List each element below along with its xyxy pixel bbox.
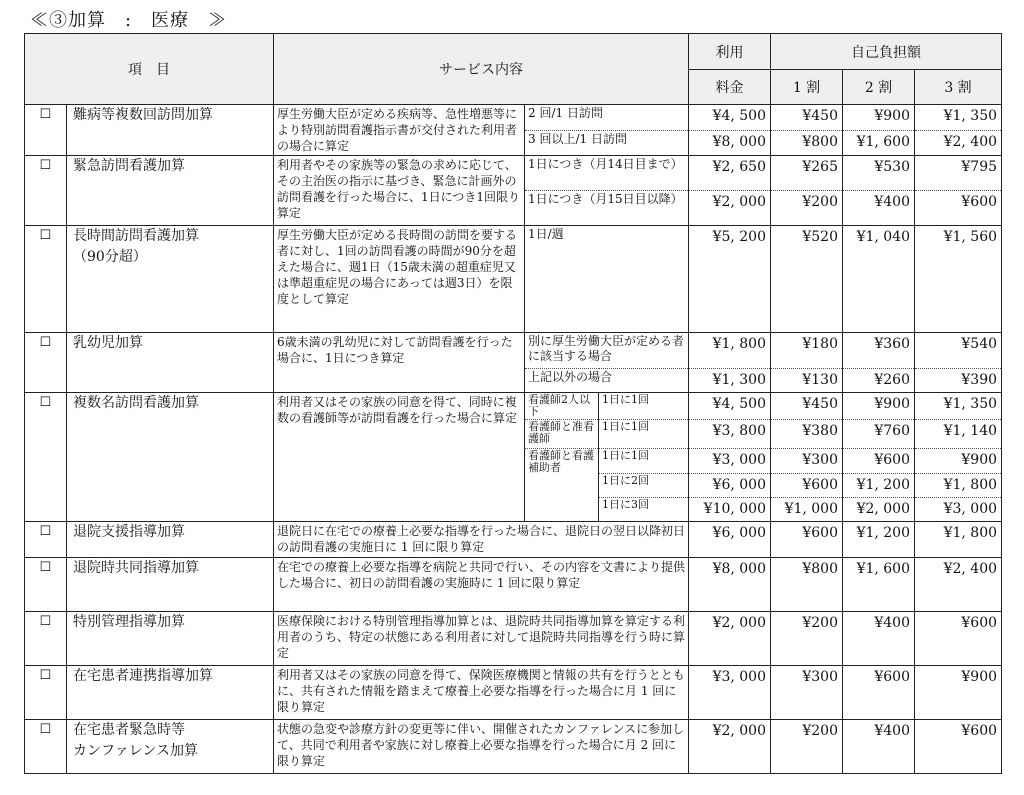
row-checkbox[interactable]: ☐ bbox=[25, 156, 67, 226]
rate2-cell: ¥400 bbox=[843, 612, 915, 666]
fee-cell: ¥2, 650 bbox=[689, 156, 771, 191]
row-name: 難病等複数回訪問加算 bbox=[67, 105, 274, 156]
row-condition: 上記以外の場合 bbox=[525, 369, 689, 393]
row-description: 利用者やその家族等の緊急の求めに応じて、その主治医の指示に基づき、緊急に計画外の訪問看護を行った場合に、1日につき1回限り算定 bbox=[274, 156, 525, 226]
row-checkbox[interactable]: ☐ bbox=[25, 393, 67, 522]
rate1-cell: ¥200 bbox=[771, 191, 843, 226]
rate1-cell: ¥1, 000 bbox=[771, 498, 843, 522]
rate2-cell: ¥1, 200 bbox=[843, 474, 915, 498]
rate1-cell: ¥800 bbox=[771, 130, 843, 156]
header-rate-1: 1 割 bbox=[771, 70, 843, 105]
page-title: ≪③加算 : 医療 ≫ bbox=[30, 10, 228, 31]
fee-cell: ¥1, 300 bbox=[689, 369, 771, 393]
header-service: サービス内容 bbox=[274, 34, 689, 105]
fee-cell: ¥4, 500 bbox=[689, 393, 771, 420]
header-rate-2: 2 割 bbox=[843, 70, 915, 105]
row-name: 在宅患者緊急時等 カンファレンス加算 bbox=[67, 720, 274, 774]
rate3-cell: ¥540 bbox=[915, 333, 1002, 369]
row-checkbox[interactable]: ☐ bbox=[25, 226, 67, 333]
fee-cell: ¥3, 000 bbox=[689, 666, 771, 720]
rate3-cell: ¥900 bbox=[915, 449, 1002, 474]
row-name: 退院時共同指導加算 bbox=[67, 558, 274, 612]
table-row bbox=[25, 226, 1002, 333]
rate3-cell: ¥1, 350 bbox=[915, 393, 1002, 420]
rate3-cell: ¥2, 400 bbox=[915, 558, 1002, 612]
rate3-cell: ¥1, 350 bbox=[915, 105, 1002, 131]
fee-cell: ¥3, 000 bbox=[689, 449, 771, 474]
rate1-cell: ¥450 bbox=[771, 393, 843, 420]
row-condition: 3 回以上/1 日訪問 bbox=[525, 130, 689, 156]
rate2-cell: ¥600 bbox=[843, 449, 915, 474]
header-burden: 自己負担額 bbox=[771, 34, 1002, 70]
staff-label: 看護師2人以下 bbox=[525, 393, 599, 420]
rate3-cell: ¥390 bbox=[915, 369, 1002, 393]
fee-cell: ¥6, 000 bbox=[689, 474, 771, 498]
rate2-cell: ¥400 bbox=[843, 720, 915, 774]
rate2-cell: ¥530 bbox=[843, 156, 915, 191]
fee-cell: ¥2, 000 bbox=[689, 612, 771, 666]
row-name: 退院支援指導加算 bbox=[67, 522, 274, 558]
rate3-cell: ¥1, 560 bbox=[915, 226, 1002, 333]
rate2-cell: ¥260 bbox=[843, 369, 915, 393]
rate2-cell: ¥900 bbox=[843, 393, 915, 420]
frequency-label: 1日に2回 bbox=[599, 474, 689, 498]
table-row bbox=[25, 558, 1002, 612]
fee-table bbox=[24, 33, 1002, 774]
frequency-label: 1日に1回 bbox=[599, 420, 689, 449]
fee-cell: ¥2, 000 bbox=[689, 720, 771, 774]
fee-cell: ¥5, 200 bbox=[689, 226, 771, 333]
row-description: 在宅での療養上必要な指導を病院と共同で行い、その内容を文書により提供した場合に、初日の訪問看護の実施時に 1 回に限り算定 bbox=[274, 558, 689, 612]
rate3-cell: ¥600 bbox=[915, 191, 1002, 226]
row-name: 緊急訪問看護加算 bbox=[67, 156, 274, 226]
row-description: 退院日に在宅での療養上必要な指導を行った場合に、退院日の翌日以降初日の訪問看護の実施日に 1 回に限り算定 bbox=[274, 522, 689, 558]
rate1-cell: ¥200 bbox=[771, 612, 843, 666]
table-row bbox=[25, 105, 1002, 131]
rate2-cell: ¥1, 600 bbox=[843, 130, 915, 156]
rate1-cell: ¥600 bbox=[771, 474, 843, 498]
frequency-label: 1日に3回 bbox=[599, 498, 689, 522]
rate3-cell: ¥1, 800 bbox=[915, 522, 1002, 558]
row-description: 利用者又はその家族の同意を得て、保険医療機関と情報の共有を行うとともに、共有された情報を踏まえて療養上必要な指導を行った場合に月 1 回に限り算定 bbox=[274, 666, 689, 720]
row-condition: 1日につき（月14日目まで） bbox=[525, 156, 689, 191]
fee-cell: ¥8, 000 bbox=[689, 558, 771, 612]
header-fee-bottom: 料金 bbox=[689, 70, 771, 105]
rate2-cell: ¥400 bbox=[843, 191, 915, 226]
row-description: 医療保険における特別管理指導加算とは、退院時共同指導加算を算定する利用者のうち、特定の状態にある利用者に対して退院時共同指導を行う時に算定 bbox=[274, 612, 689, 666]
row-checkbox[interactable]: ☐ bbox=[25, 666, 67, 720]
rate1-cell: ¥600 bbox=[771, 522, 843, 558]
rate3-cell: ¥2, 400 bbox=[915, 130, 1002, 156]
table-row bbox=[25, 333, 1002, 369]
rate2-cell: ¥1, 600 bbox=[843, 558, 915, 612]
header-fee-top: 利用 bbox=[689, 34, 771, 70]
header-rate-3: 3 割 bbox=[915, 70, 1002, 105]
row-checkbox[interactable]: ☐ bbox=[25, 333, 67, 393]
fee-cell: ¥10, 000 bbox=[689, 498, 771, 522]
row-name: 在宅患者連携指導加算 bbox=[67, 666, 274, 720]
row-checkbox[interactable]: ☐ bbox=[25, 522, 67, 558]
row-condition: 1日/週 bbox=[525, 226, 689, 333]
row-checkbox[interactable]: ☐ bbox=[25, 720, 67, 774]
rate1-cell: ¥450 bbox=[771, 105, 843, 131]
rate1-cell: ¥265 bbox=[771, 156, 843, 191]
row-condition: 1日につき（月15日目以降） bbox=[525, 191, 689, 226]
rate2-cell: ¥900 bbox=[843, 105, 915, 131]
rate3-cell: ¥600 bbox=[915, 612, 1002, 666]
row-description: 厚生労働大臣が定める長時間の訪問を要する者に対し、1回の訪問看護の時間が90分を超えた場合に、週1日（15歳未満の超重症児又は準超重症児の場合にあっては週3日）を限度として算定 bbox=[274, 226, 525, 333]
row-name: 長時間訪問看護加算 （90分超） bbox=[67, 226, 274, 333]
rate3-cell: ¥600 bbox=[915, 720, 1002, 774]
rate3-cell: ¥1, 140 bbox=[915, 420, 1002, 449]
rate2-cell: ¥760 bbox=[843, 420, 915, 449]
rate1-cell: ¥180 bbox=[771, 333, 843, 369]
row-description: 厚生労働大臣が定める疾病等、急性増悪等により特別訪問看護指示書が交付された利用者の場合に算定 bbox=[274, 105, 525, 156]
table-row bbox=[25, 666, 1002, 720]
rate1-cell: ¥130 bbox=[771, 369, 843, 393]
fee-cell: ¥1, 800 bbox=[689, 333, 771, 369]
table-row bbox=[25, 720, 1002, 774]
fee-cell: ¥8, 000 bbox=[689, 130, 771, 156]
rate3-cell: ¥900 bbox=[915, 666, 1002, 720]
rate2-cell: ¥600 bbox=[843, 666, 915, 720]
row-checkbox[interactable]: ☐ bbox=[25, 105, 67, 156]
frequency-label: 1日に1回 bbox=[599, 393, 689, 420]
rate3-cell: ¥1, 800 bbox=[915, 474, 1002, 498]
rate3-cell: ¥3, 000 bbox=[915, 498, 1002, 522]
table-row bbox=[25, 522, 1002, 558]
row-name: 特別管理指導加算 bbox=[67, 612, 274, 666]
table-row bbox=[25, 393, 1002, 420]
table-row bbox=[25, 156, 1002, 191]
staff-label: 看護師と准看護師 bbox=[525, 420, 599, 449]
rate3-cell: ¥795 bbox=[915, 156, 1002, 191]
row-description: 6歳未満の乳幼児に対して訪問看護を行った場合に、1日につき算定 bbox=[274, 333, 525, 393]
row-condition: 2 回/1 日訪問 bbox=[525, 105, 689, 131]
table-row bbox=[25, 612, 1002, 666]
fee-cell: ¥3, 800 bbox=[689, 420, 771, 449]
rate1-cell: ¥380 bbox=[771, 420, 843, 449]
header-item: 項 目 bbox=[25, 34, 274, 105]
rate2-cell: ¥2, 000 bbox=[843, 498, 915, 522]
rate2-cell: ¥1, 200 bbox=[843, 522, 915, 558]
rate1-cell: ¥300 bbox=[771, 449, 843, 474]
rate2-cell: ¥360 bbox=[843, 333, 915, 369]
row-name: 複数名訪問看護加算 bbox=[67, 393, 274, 522]
fee-cell: ¥6, 000 bbox=[689, 522, 771, 558]
rate2-cell: ¥1, 040 bbox=[843, 226, 915, 333]
row-checkbox[interactable]: ☐ bbox=[25, 558, 67, 612]
staff-label: 看護師と看護補助者 bbox=[525, 449, 599, 522]
rate1-cell: ¥800 bbox=[771, 558, 843, 612]
row-description: 状態の急変や診療方針の変更等に伴い、開催されたカンファレンスに参加して、共同で利用者や家族に対し療養上必要な指導を行った場合に月 2 回に限り算定 bbox=[274, 720, 689, 774]
row-checkbox[interactable]: ☐ bbox=[25, 612, 67, 666]
rate1-cell: ¥520 bbox=[771, 226, 843, 333]
rate1-cell: ¥200 bbox=[771, 720, 843, 774]
fee-cell: ¥4, 500 bbox=[689, 105, 771, 131]
row-description: 利用者又はその家族の同意を得て、同時に複数の看護師等が訪問看護を行った場合に算定 bbox=[274, 393, 525, 522]
frequency-label: 1日に1回 bbox=[599, 449, 689, 474]
row-condition: 別に厚生労働大臣が定める者に該当する場合 bbox=[525, 333, 689, 369]
row-name: 乳幼児加算 bbox=[67, 333, 274, 393]
rate1-cell: ¥300 bbox=[771, 666, 843, 720]
fee-cell: ¥2, 000 bbox=[689, 191, 771, 226]
